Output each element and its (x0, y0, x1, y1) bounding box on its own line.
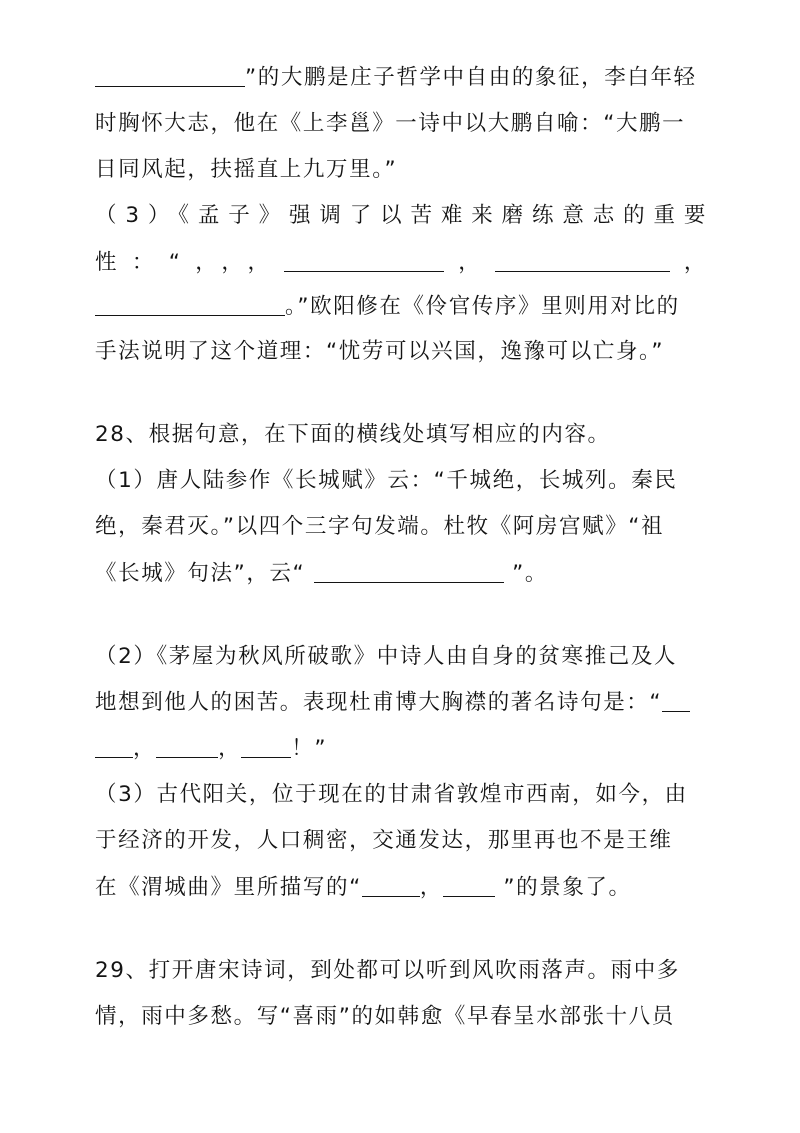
text-segment: 《长城》句法”，云“ (95, 561, 314, 586)
text-segment: ， (444, 250, 496, 275)
text-segment: 绝，秦君灭。”以四个三字句发端。杜牧《阿房宫赋》“祖 (95, 514, 665, 539)
text-line (95, 683, 707, 723)
text-segment: ， (419, 875, 443, 900)
text-line (95, 415, 707, 455)
text-line (95, 287, 707, 327)
fill-blank[interactable] (314, 560, 504, 583)
text-segment: （3）古代阳关，位于现在的甘肃省敦煌市西南，如今，由 (95, 782, 688, 807)
text-segment: 情，雨中多愁。写“喜雨”的如韩愈《早春呈水部张十八员 (95, 1004, 675, 1029)
text-line (95, 729, 707, 769)
fill-blank[interactable] (95, 293, 285, 316)
text-line (95, 554, 707, 594)
text-line (95, 507, 707, 547)
fill-blank[interactable] (495, 249, 670, 272)
text-line (95, 951, 707, 991)
text-segment: （2）《茅屋为秋风所破歌》中诗人由自身的贫寒推己及人 (95, 644, 678, 669)
fill-blank[interactable] (284, 249, 444, 272)
text-line (95, 868, 707, 908)
text-line (95, 637, 707, 677)
fill-blank[interactable] (362, 874, 420, 897)
text-segment: 29、打开唐宋诗词，到处都可以听到风吹雨落声。雨中多 (95, 958, 680, 983)
text-segment: 时胸怀大志，他在《上李邕》一诗中以大鹏自喻：“大鹏一 (95, 111, 686, 136)
fill-blank[interactable] (95, 64, 245, 87)
text-segment: 性：“，，， (95, 250, 285, 275)
text-segment: （1）唐人陆参作《长城赋》云：“千城绝，长城列。秦民 (95, 468, 678, 493)
text-segment: ， (218, 736, 242, 761)
text-line (95, 58, 707, 98)
text-segment: 日同风起，扶摇直上九万里。” (95, 157, 398, 182)
text-segment: 于经济的开发，人口稠密，交通发达，那里再也不是王维 (95, 828, 673, 853)
text-line (95, 821, 707, 861)
text-segment: ”的大鹏是庄子哲学中自由的象征，李白年轻 (245, 65, 697, 90)
fill-blank[interactable] (443, 874, 495, 897)
text-line (95, 332, 707, 372)
text-segment: 28、根据句意，在下面的横线处填写相应的内容。 (95, 422, 611, 447)
text-line (95, 196, 707, 236)
text-segment: 在《渭城曲》里所描写的“ (95, 875, 362, 900)
text-line (95, 775, 707, 815)
text-segment: 手法说明了这个道理：“忧劳可以兴国，逸豫可以亡身。” (95, 339, 665, 364)
text-segment: ！” (291, 736, 328, 761)
text-segment: ， (670, 250, 707, 275)
fill-blank[interactable] (662, 689, 690, 712)
text-segment: 。”欧阳修在《伶官传序》里则用对比的 (285, 294, 680, 319)
fill-blank[interactable] (156, 735, 218, 758)
text-line (95, 243, 707, 283)
text-segment: ”。 (503, 561, 548, 586)
fill-blank[interactable] (95, 735, 133, 758)
text-segment: （3）《孟子》强调了以苦难来磨练意志的重要 (95, 203, 707, 228)
text-segment: ”的景象了。 (494, 875, 632, 900)
text-segment: 地想到他人的困苦。表现杜甫博大胸襟的著名诗句是：“ (95, 690, 663, 715)
text-line (95, 461, 707, 501)
text-segment: ， (133, 736, 157, 761)
fill-blank[interactable] (241, 735, 291, 758)
text-line (95, 997, 707, 1037)
text-line (95, 150, 707, 190)
text-line (95, 104, 707, 144)
